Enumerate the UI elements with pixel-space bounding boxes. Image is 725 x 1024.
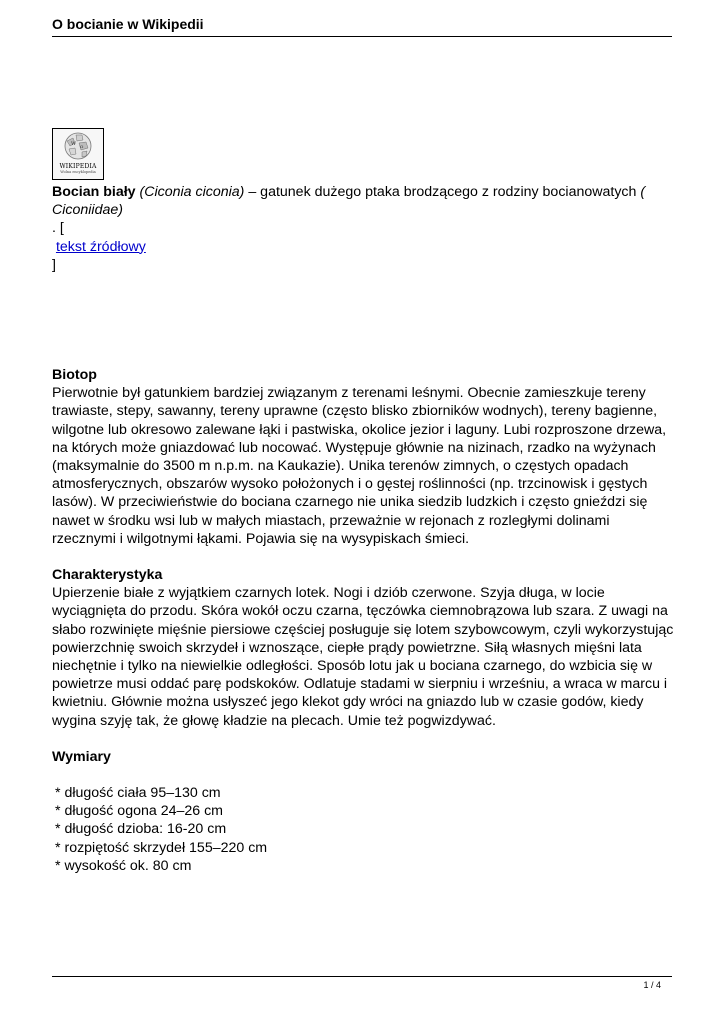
family-latin-name: ( Ciconiidae) — [52, 184, 646, 219]
species-latin-name: (Ciconia ciconia) — [139, 184, 245, 200]
wikipedia-globe-icon — [53, 129, 103, 163]
logo-wordmark: WIKIPEDIA — [59, 163, 97, 170]
svg-text:W: W — [71, 141, 77, 147]
section-heading-charakterystyka: Charakterystyka — [52, 567, 163, 584]
section-heading-biotop: Biotop — [52, 367, 97, 384]
section-text-biotop: Pierwotnie był gatunkiem bardziej związanym z terenami leśnymi. Obecnie zamieszkuje tereny trawiaste, stepy, sawanny, tereny uprawne (często blisko zbiorników wodnych), tereny bagienne, wilgotne lub okresowo zalewane łąki i pastwiska, okolice jezior i laguny. Lubi rozproszone drzewa, na których może gniazdować lub nocować. Występuje głównie na nizinach, rzadko na wyżynach (maksymalnie do 3500 m n.p.m. na Kaukazie). Unika terenów zimnych, o częstych opadach atmosferycznych, obszarów wysoko położonych i o gęstej roślinności (np. trzcinowisk i gęstych lasów). W przeciwieństwie do bociana czarnego nie unika siedzib ludzkich i często gnieździ się nawet w środku wsi lub w małych miastach, przeważnie w rejonach z rozległymi dolinami rzecznymi i wilgotnymi łąkami. Pojawia się na wysypiskach śmieci. — [52, 385, 667, 547]
section-heading-wymiary: Wymiary — [52, 748, 111, 765]
logo-tagline: Wolna encyklopedia — [60, 170, 96, 174]
page-header-title: O bocianie w Wikipedii — [52, 16, 204, 32]
list-item: * wysokość ok. 80 cm — [55, 857, 192, 874]
source-text-link[interactable]: tekst źródłowy — [55, 238, 146, 255]
article-content — [52, 183, 677, 875]
list-item: * długość dzioba: 16-20 cm — [55, 821, 227, 838]
page-number: 1 / 4 — [643, 980, 661, 990]
section-text-charakterystyka: Upierzenie białe z wyjątkiem czarnych lotek. Nogi i dziób czerwone. Szyja długa, w locie wyciągnięta do przodu. Skóra wokół oczu czarna, tęczówka ciemnobrązowa lub szara. Z uwagi na słabo rozwinięte mięśnie piersiowe częściej posługuje się lotem szybowcowym, czyli wykorzystując powierzchnię swoich skrzydeł i wznoszące, ciepłe prądy powietrzne. Siłą własnych mięśni lata niechętnie i tylko na niewielkie odległości. Sposób lotu jak u bociana czarnego, do wzbicia się w powietrze musi oddać parę podskoków. Odlatuje stadami w sierpniu i wrześniu, a wraca w marcu i kwietniu. Głównie można usłyszeć jego klekot gdy wróci na gniazdo lub w czasie godów, kiedy wygina szyję tak, że głowę kładzie na plecach. Umie też pogwizdywać. — [52, 585, 674, 729]
intro-paragraph — [52, 183, 677, 219]
list-item: * długość ogona 24–26 cm — [55, 803, 224, 820]
wikipedia-logo[interactable] — [52, 128, 104, 180]
footer-divider — [52, 976, 672, 977]
species-description: – gatunek dużego ptaka brodzącego z rodziny bocianowatych — [244, 184, 637, 200]
header-divider — [52, 36, 672, 37]
svg-text:Ω: Ω — [80, 144, 84, 149]
source-open-bracket: . [ — [52, 220, 64, 237]
list-item: * rozpiętość skrzydeł 155–220 cm — [55, 839, 268, 856]
dimensions-list — [52, 784, 677, 875]
source-close-bracket: ] — [52, 256, 56, 273]
species-name: Bocian biały — [52, 184, 136, 200]
list-item: * długość ciała 95–130 cm — [55, 785, 221, 802]
